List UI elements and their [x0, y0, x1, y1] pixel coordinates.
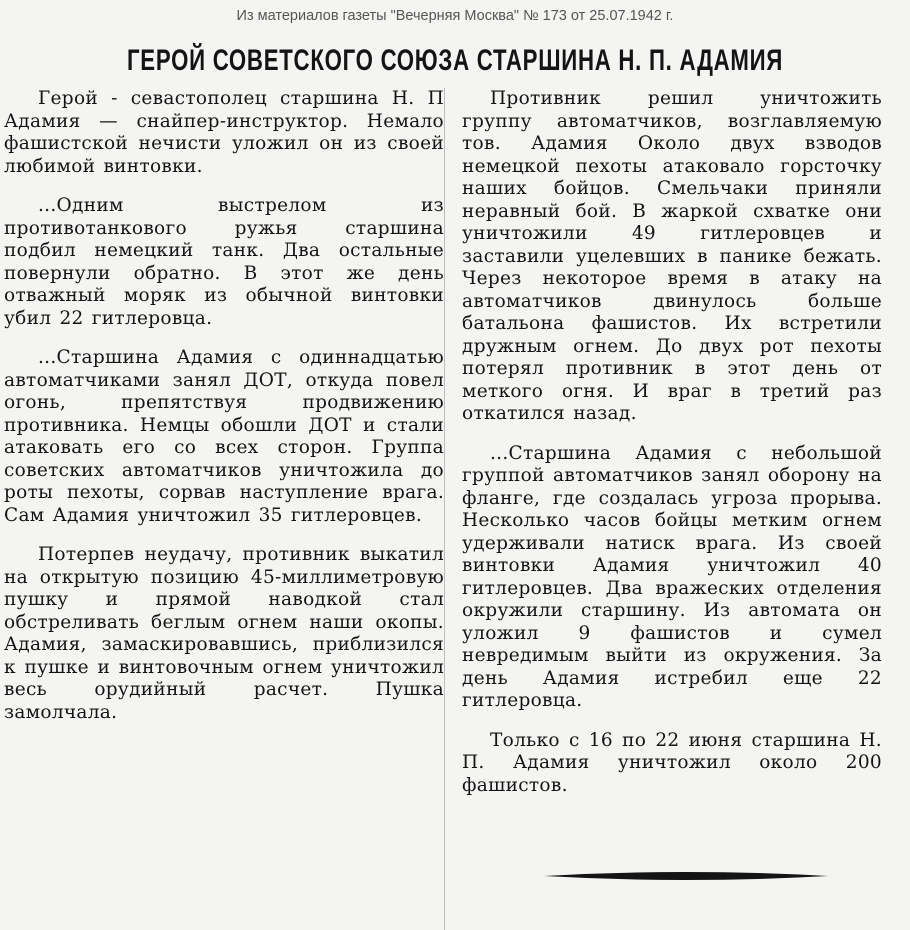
source-caption: Из материалов газеты "Вечерняя Москва" № 173 от 25.07.1942 г. [236, 8, 674, 24]
paragraph: Герой - севастополец старшина Н. П Адамия — снайпер-инструктор. Немало фашистской нечисти уложил он из своей любимой винтовки. [4, 88, 444, 177]
right-column [462, 88, 882, 848]
left-column [4, 88, 445, 930]
closing-rule-ornament [544, 866, 828, 886]
paragraph: ...Старшина Адамия с одиннадцатью автоматчиками занял ДОТ, откуда повел огонь, препятствуя продвижению противника. Немцы обошли ДОТ и стали атаковать его со всех сторон. Группа советских автоматчиков уничтожила до роты пехоты, сорвав наступление врага. Сам Адамия уничтожил 35 гитлеровцев. [4, 347, 444, 526]
paragraph: ...Старшина Адамия с небольшой группой автоматчиков занял оборону на фланге, где создалась угроза прорыва. Несколько часов бойцы метким огнем удерживали натиск врага. Из своей винтовки Адамия уничтожил 40 гитлеровцев. Два вражеских отделения окружили старшину. Из автомата он уложил 9 фашистов и сумел невредимым выйти из окружения. За день Адамия истребил еще 22 гитлеровца. [462, 442, 882, 711]
paragraph: Потерпев неудачу, противник выкатил на открытую позицию 45-миллиметровую пушку и прямой наводкой стал обстреливать беглым огнем наши окопы. Адамия, замаскировавшись, приблизился к пушке и винтовочным огнем уничтожил весь орудийный расчет. Пушка замолчала. [4, 544, 444, 723]
paragraph: ...Одним выстрелом из противотанкового ружья старшина подбил немецкий танк. Два остальные повернули обратно. В этот же день отважный моряк из обычной винтовки убил 22 гитлеровца. [4, 195, 444, 329]
paragraph: Только с 16 по 22 июня старшина Н. П. Адамия уничтожил около 200 фашистов. [462, 729, 882, 796]
article-headline: ГЕРОЙ СОВЕТСКОГО СОЮЗА СТАРШИНА Н. П. АДАМИЯ [126, 44, 784, 77]
paragraph: Противник решил уничтожить группу автоматчиков, возглавляемую тов. Адамия Около двух взводов немецкой пехоты атаковало горсточку наших бойцов. Смельчаки приняли неравный бой. В жаркой схватке они уничтожили 49 гитлеровцев и заставили уцелевших в панике бежать. Через некоторое время в атаку на автоматчиков двинулось больше батальона фашистов. Их встретили дружным огнем. До двух рот пехоты потерял противник в этот день от меткого огня. И враг в третий раз откатился назад. [462, 88, 882, 424]
